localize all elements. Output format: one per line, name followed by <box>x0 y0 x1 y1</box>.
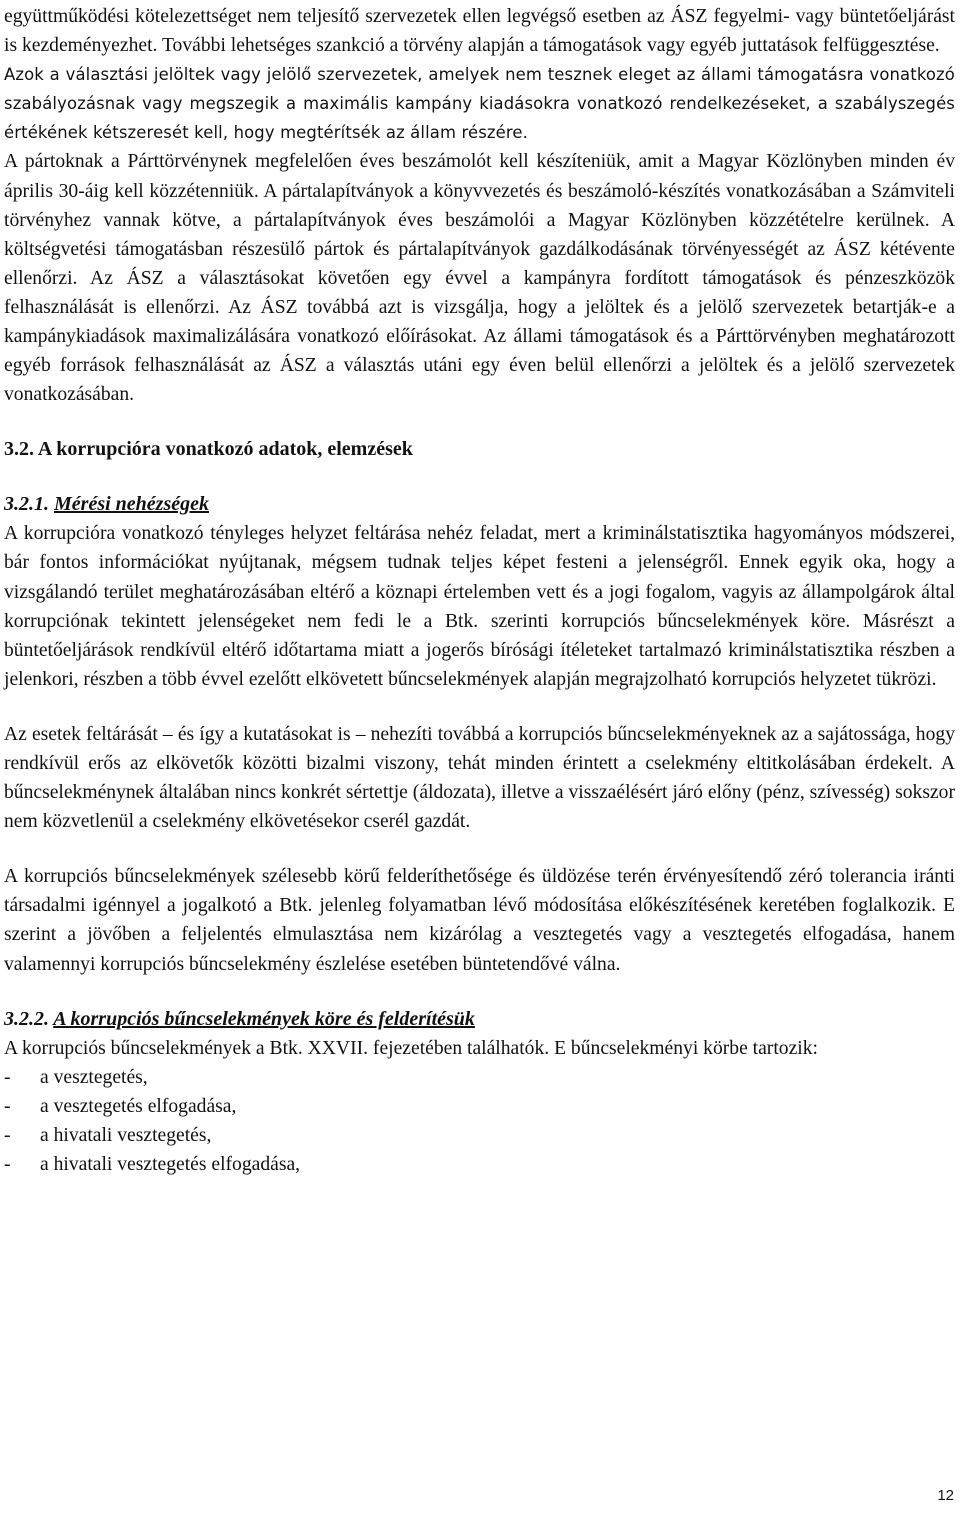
paragraph-sanctions: együttműködési kötelezettséget nem teljesítő szervezetek ellen legvégső esetben az ÁSZ fegyelmi- vagy büntetőeljárást is kezdeményezhet. További lehetséges szankció a törvény alapján a támogatások vagy egyéb juttatások felfüggesztése. <box>4 6 955 57</box>
section-number: 3.2.2. <box>4 1007 49 1030</box>
list-dash: - <box>4 1095 11 1117</box>
list-item <box>4 1121 955 1150</box>
paragraph-party-reports: A pártoknak a Párttörvénynek megfelelően éves beszámolót kell készíteniük, amit a Magyar Közlönyben minden év április 30-áig kell közzétenniük. A pártalapítványok a könyvvezetés és beszámoló-készítés vonatkozásában a Számviteli törvényhez vannak kötve, a pártalapítványok éves beszámolói a Magyar Közlönyben közzétételre kerülnek. A költségvetési támogatásban részesülő pártok és pártalapítványok gazdálkodásának törvényességét az ÁSZ kétévente ellenőrzi. Az ÁSZ a választásokat követően egy évvel a kampányra fordított támogatások és pénzeszközök felhasználását is ellenőrzi. Az ÁSZ továbbá azt is vizsgálja, hogy a jelöltek és a jelölő szervezetek betartják-e a kampánykiadások maximalizálására vonatkozó előírásokat. Az állami támogatások és a Párttörvényben meghatározott egyéb források felhasználását az ÁSZ a választás utáni egy éven belül ellenőrzi a jelöltek és a jelölő szervezetek vonatkozásában. <box>4 151 955 406</box>
section-title: A korrupciós bűncselekmények köre és felderítésük <box>53 1007 475 1030</box>
list-dash: - <box>4 1154 11 1175</box>
list-item <box>4 1092 955 1121</box>
list-item-text: a hivatali vesztegetés elfogadása, <box>40 1154 301 1175</box>
list-item-text: a vesztegetés elfogadása, <box>40 1095 237 1117</box>
list-item <box>4 1150 955 1179</box>
paragraph-measurement: A korrupcióra vonatkozó tényleges helyzet feltárása nehéz feladat, mert a kriminálstatisztika hagyományos módszerei, bár fontos információkat nyújtanak, mégsem tudnak teljes képet festeni a jelenségről. Ennek egyik oka, hogy a vizsgálandó terület meghatározásában eltérő a köznapi értelemben vett és a jogi fogalom, vagyis az állampolgárok által korrupciónak tekintett jelenségeket nem fedi le a Btk. szerinti korrupciós bűncselekmények köre. Másrészt a büntetőeljárások rendkívül eltérő időtartama miatt a jogerős bírósági ítéleteket tartalmazó kriminálstatisztika részben a jelenkori, részben a több évvel ezelőtt elkövetett bűncselekmények alapján megrajzolható korrupciós helyzetet tükrözi. <box>4 523 955 690</box>
paragraph-zero-tolerance: A korrupciós bűncselekmények szélesebb körű felderíthetősége és üldözése terén érvényesítendő zéró tolerancia iránti társadalmi igénnyel a jogalkotó a Btk. jelenleg folyamatban lévő módosítása előkészítésének keretében foglalkozik. E szerint a jövőben a feljelentés elmulasztása nem kizárólag a vesztegetés vagy a vesztegetés elfogadása, hanem valamennyi korrupciós bűncselekmény észlelése esetében büntetendővé válna. <box>4 866 955 975</box>
section-heading-3-2: 3.2. A korrupcióra vonatkozó adatok, elemzések <box>4 438 413 461</box>
list-dash: - <box>4 1066 11 1088</box>
list-item-text: a hivatali vesztegetés, <box>40 1124 212 1146</box>
section-heading-3-2-1 <box>4 490 955 519</box>
section-number: 3.2.1. <box>4 493 49 516</box>
paragraph-scope: A korrupciós bűncselekmények a Btk. XXVII. fejezetében találhatók. E bűncselekményi körbe tartozik: <box>4 1037 818 1059</box>
document-page <box>4 2 955 1179</box>
paragraph-candidates: Azok a választási jelöltek vagy jelölő szervezetek, amelyek nem tesznek eleget az állami támogatásra vonatkozó szabályozásnak vagy megszegik a maximális kampány kiadásokra vonatkozó rendelkezéseket, a szabályszegés értékének kétszeresét kell, hogy megtérítsék az állam részére. <box>4 65 955 143</box>
offence-list <box>4 1063 955 1179</box>
paragraph-detection: Az esetek feltárását – és így a kutatásokat is – nehezíti továbbá a korrupciós bűncselekményeknek az a sajátossága, hogy rendkívül erős az elkövetők közötti bizalmi viszony, tehát minden érintett a cselekmény eltitkolásában érdekelt. A bűncselekménynek általában nincs konkrét sértettje (áldozata), illetve a visszaélésért járó előny (pénz, szívesség) sokszor nem közvetlenül a cselekmény elkövetésekor cserél gazdát. <box>4 723 955 833</box>
list-item-text: a vesztegetés, <box>40 1066 148 1088</box>
section-heading-3-2-2 <box>4 1005 955 1034</box>
section-title: Mérési nehézségek <box>54 493 209 516</box>
list-dash: - <box>4 1124 11 1146</box>
page-number: 12 <box>937 1487 954 1504</box>
list-item <box>4 1063 955 1092</box>
